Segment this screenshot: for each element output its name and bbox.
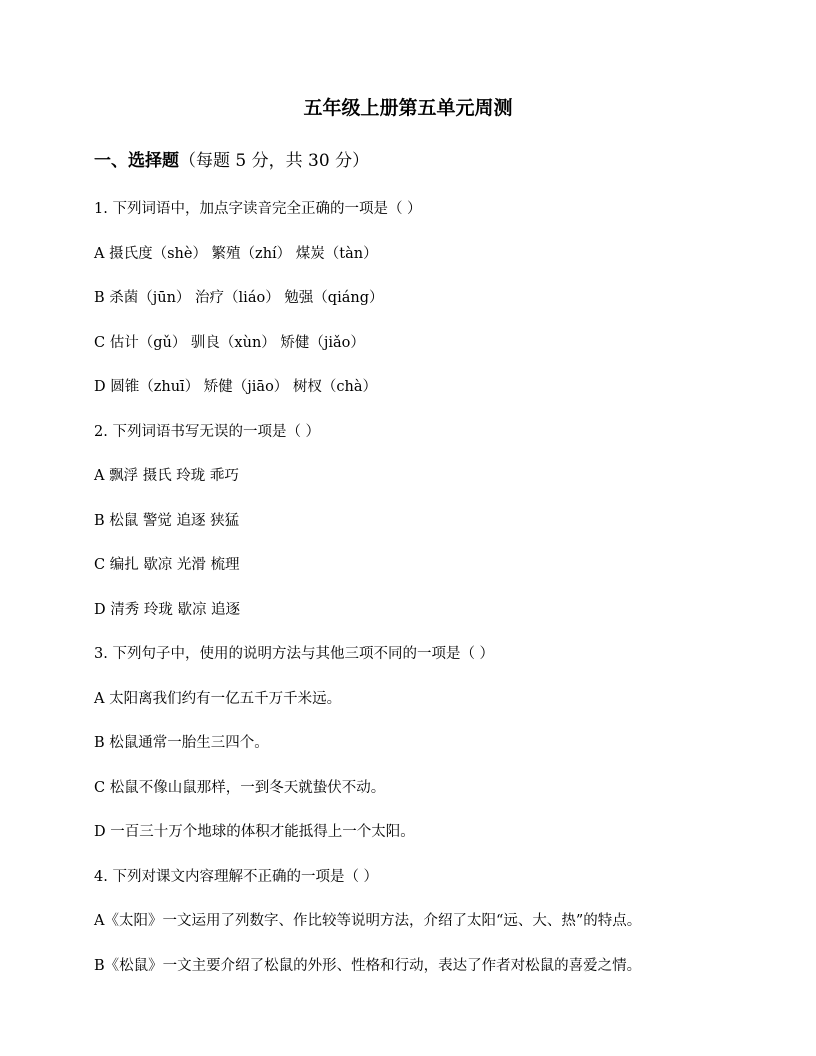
- question-3-stem: 3. 下列句子中，使用的说明方法与其他三项不同的一项是（ ）: [94, 646, 495, 662]
- question-1-option-b: B 杀菌（jūn） 治疗（liáo） 勉强（qiáng）: [94, 290, 384, 306]
- question-1-option-c: C 估计（gǔ） 驯良（xùn） 矫健（jiǎo）: [94, 334, 365, 351]
- question-2-stem: 2. 下列词语书写无误的一项是（ ）: [94, 423, 321, 440]
- question-4-stem: 4. 下列对课文内容理解不正确的一项是（ ）: [94, 868, 379, 885]
- section-heading-note: （每题 5 分，共 30 分）: [179, 151, 370, 171]
- question-1-option-d: D 圆锥（zhuī） 矫健（jiāo） 树杈（chà）: [94, 379, 378, 395]
- section-heading: [94, 150, 369, 172]
- question-3-option-c: C 松鼠不像山鼠那样，一到冬天就蛰伏不动。: [94, 779, 386, 796]
- question-3-option-d: D 一百三十万个地球的体积才能抵得上一个太阳。: [94, 824, 415, 840]
- question-2-option-c: C 编扎 歇凉 光滑 梳理: [94, 557, 240, 573]
- question-4-option-a: A《太阳》一文运用了列数字、作比较等说明方法，介绍了太阳“远、大、热”的特点。: [94, 913, 642, 929]
- section-heading-main: 一、选择题: [94, 151, 179, 171]
- question-3-option-a: A 太阳离我们约有一亿五千万千米远。: [94, 690, 342, 707]
- question-1-option-a: A 摄氏度（shè） 繁殖（zhí） 煤炭（tàn）: [94, 245, 378, 262]
- question-2-option-a: A 飘浮 摄氏 玲珑 乖巧: [94, 468, 239, 484]
- question-list: [94, 198, 734, 999]
- page-title: 五年级上册第五单元周测: [303, 97, 513, 119]
- question-4-option-b: B《松鼠》一文主要介绍了松鼠的外形、性格和行动，表达了作者对松鼠的喜爱之情。: [94, 957, 642, 974]
- question-2-option-d: D 清秀 玲珑 歇凉 追逐: [94, 601, 241, 618]
- question-3-option-b: B 松鼠通常一胎生三四个。: [94, 735, 269, 751]
- question-1-stem: 1. 下列词语中，加点字读音完全正确的一项是（ ）: [94, 201, 422, 217]
- question-2-option-b: B 松鼠 警觉 追逐 狭猛: [94, 512, 240, 529]
